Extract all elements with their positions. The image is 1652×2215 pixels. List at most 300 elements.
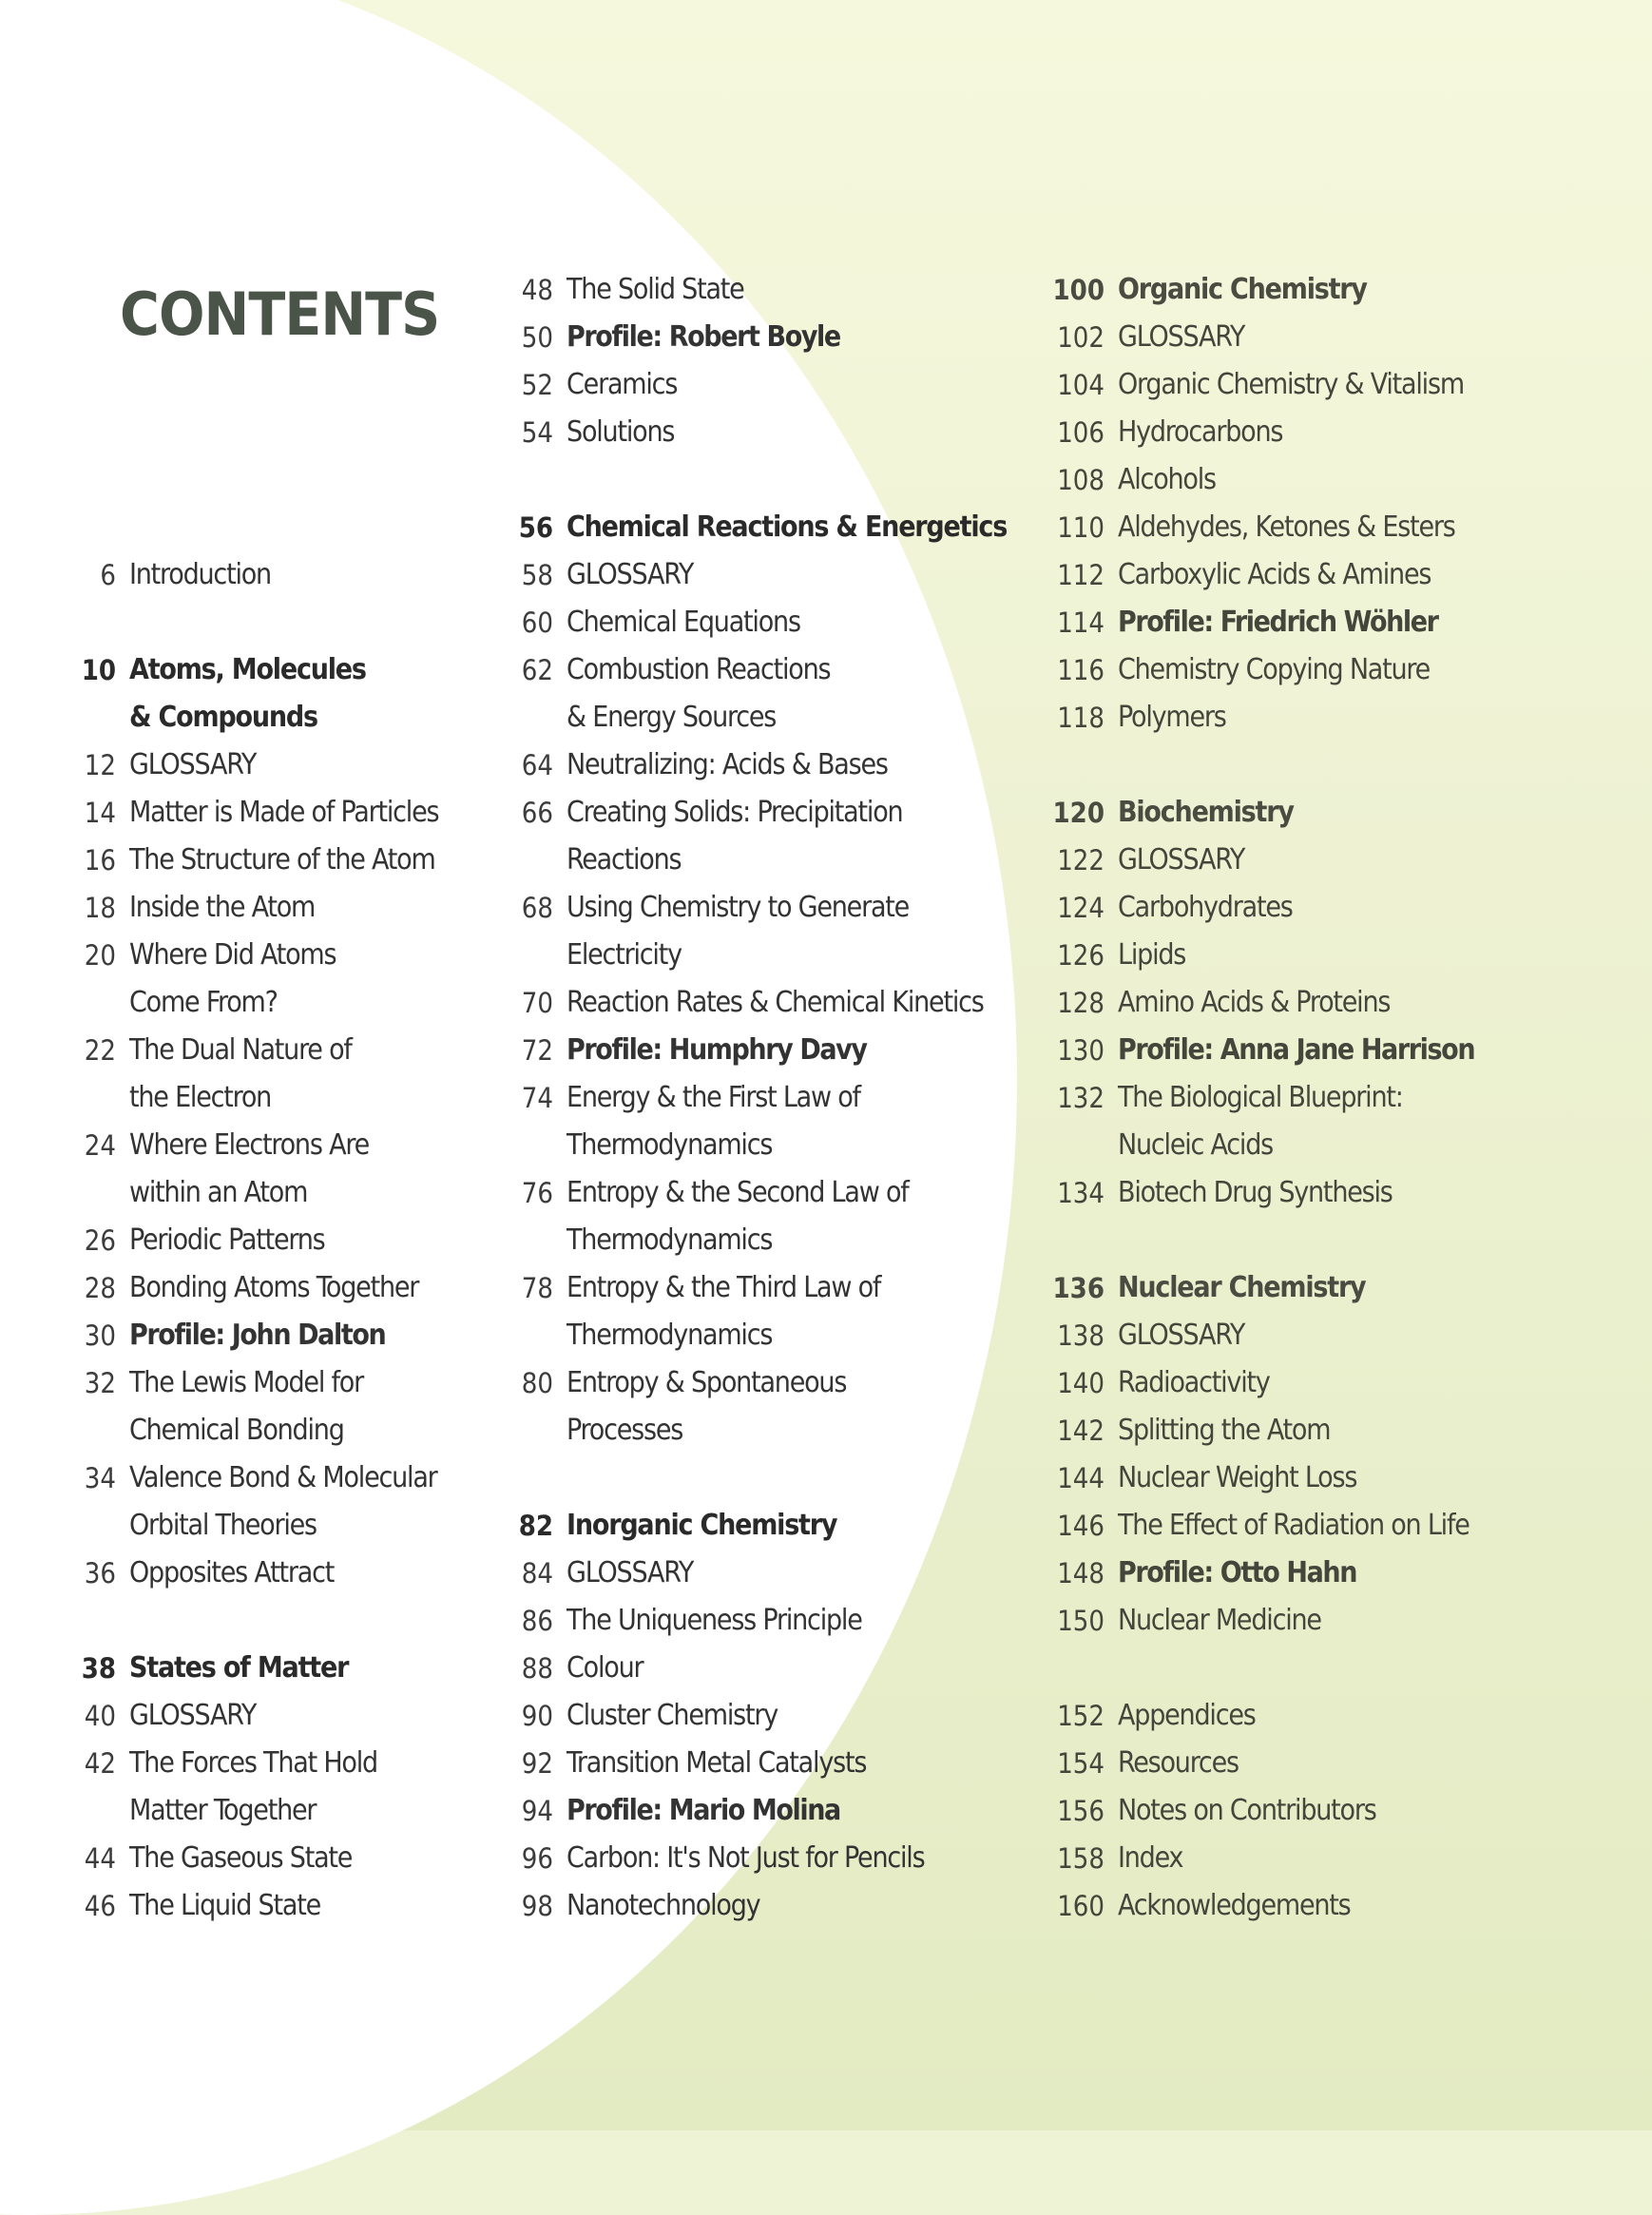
page-number: 38 [81,1652,116,1685]
page-number: 14 [84,797,116,829]
entry-title [567,361,677,409]
entry-title [1118,409,1282,456]
toc-entry[interactable] [57,1835,494,1882]
toc-entry[interactable] [494,1740,1008,1787]
entry-title [129,551,271,599]
entry-title-line: Atoms, Molecules [129,653,366,686]
entry-title [129,1217,325,1264]
toc-entry[interactable] [1027,1454,1559,1502]
entry-title-line: Carbohydrates [1118,891,1293,924]
entry-title [1118,361,1464,409]
entry-title-line-2: within an Atom [129,1176,308,1209]
entry-title [1118,599,1438,646]
toc-entry[interactable] [1027,1407,1559,1454]
toc-entry[interactable] [494,1645,1008,1692]
page-number: 32 [84,1367,116,1399]
page-number: 150 [1057,1605,1105,1637]
entry-title [129,742,256,789]
entry-title [567,979,984,1027]
toc-entry[interactable] [57,837,494,884]
toc-entry[interactable] [494,409,1008,456]
entry-title [1118,789,1294,837]
page-number: 156 [1057,1795,1105,1827]
entry-title [567,504,1007,551]
toc-entry[interactable] [494,266,1008,314]
entry-title [1118,932,1185,979]
entry-title [129,1122,369,1217]
page-number: 58 [521,559,553,591]
entry-title [1118,1882,1351,1930]
page-number: 28 [84,1272,116,1304]
page-number: 76 [521,1177,553,1209]
page-number: 128 [1057,987,1105,1019]
toc-entry[interactable] [494,1882,1008,1930]
toc-entry[interactable] [57,789,494,837]
entry-title-line: Profile: Otto Hahn [1118,1556,1357,1589]
entry-title-line: Transition Metal Catalysts [567,1746,867,1780]
toc-entry[interactable] [57,1122,494,1217]
toc-entry[interactable] [57,551,494,599]
entry-title [567,1502,836,1550]
entry-title-line: The Solid State [567,273,744,306]
entry-title [567,1597,862,1645]
entry-title-line: Lipids [1118,938,1186,972]
entry-title [1118,884,1293,932]
entry-title [567,1787,840,1835]
entry-title-line: Chemical Equations [567,606,800,639]
entry-title-line: The Structure of the Atom [129,843,435,876]
page-number: 102 [1057,321,1105,354]
toc-entry[interactable] [57,1454,494,1550]
page-number: 120 [1052,797,1105,829]
page-number: 44 [84,1842,116,1875]
entry-title-line: Energy & the First Law of [567,1081,860,1114]
toc-entry[interactable] [1027,409,1559,456]
entry-title-line: Resources [1118,1746,1239,1780]
entry-title [1118,551,1431,599]
entry-title [1118,694,1226,742]
toc-entry[interactable] [1027,932,1559,979]
toc-profile-entry[interactable] [494,314,1008,361]
entry-title-line-2: Thermodynamics [567,1223,773,1257]
page-number: 84 [521,1557,553,1589]
toc-entry[interactable] [494,1264,1008,1359]
entry-title [129,1550,334,1597]
page-number: 52 [521,369,553,401]
toc-spacer [57,1597,494,1645]
page-number: 70 [521,987,553,1019]
entry-title [567,1692,778,1740]
page-number: 104 [1057,369,1105,401]
toc-entry[interactable] [1027,314,1559,361]
page-number: 148 [1057,1557,1105,1589]
page-number: 130 [1057,1034,1105,1067]
entry-title-line-2: Come From? [129,986,278,1019]
toc-spacer [494,456,1008,504]
toc-profile-entry[interactable] [1027,1027,1559,1074]
toc-entry[interactable] [494,1692,1008,1740]
entry-title [1118,314,1244,361]
entry-title-line: Inside the Atom [129,891,316,924]
toc-entry[interactable] [1027,456,1559,504]
entry-title-line-2: Thermodynamics [567,1128,773,1162]
entry-title [567,1882,759,1930]
page-number: 54 [521,416,553,449]
entry-title [1118,837,1244,884]
entry-title-line: Profile: Anna Jane Harrison [1118,1033,1475,1067]
page-number: 92 [521,1747,553,1780]
toc-profile-entry[interactable] [1027,1550,1559,1597]
entry-title [1118,1359,1270,1407]
entry-title [567,1027,867,1074]
page-number: 20 [84,939,116,972]
entry-title-line: Colour [567,1651,644,1685]
page-number: 98 [521,1890,553,1922]
toc-entry[interactable] [1027,551,1559,599]
entry-title [1118,1787,1376,1835]
page-number: 154 [1057,1747,1105,1780]
toc-entry[interactable] [57,1217,494,1264]
entry-title-line: The Lewis Model for [129,1366,363,1399]
page-number: 110 [1057,511,1105,544]
toc-entry[interactable] [1027,504,1559,551]
page-number: 146 [1057,1510,1105,1542]
toc-entry[interactable] [494,979,1008,1027]
toc-section-heading[interactable] [494,1502,1008,1550]
entry-title [567,884,909,979]
entry-title-line: Nanotechnology [567,1889,760,1922]
entry-title [1118,1074,1403,1169]
toc-entry[interactable] [57,1359,494,1454]
entry-title-line: Valence Bond & Molecular [129,1461,437,1494]
entry-title-line-2: Nucleic Acids [1118,1128,1274,1162]
page-number: 56 [518,511,553,544]
entry-title [567,742,888,789]
entry-title [129,1027,352,1122]
entry-title [1118,1835,1182,1882]
entry-title [129,1835,352,1882]
page-number: 88 [521,1652,553,1685]
toc-entry[interactable] [57,742,494,789]
entry-title [1118,1454,1356,1502]
entry-title-line: Bonding Atoms Together [129,1271,419,1304]
page-number: 100 [1052,274,1105,306]
entry-title-line: Matter is Made of Particles [129,796,439,829]
entry-title-line: Entropy & the Second Law of [567,1176,909,1209]
toc-profile-entry[interactable] [1027,599,1559,646]
entry-title-line: GLOSSARY [1118,843,1245,876]
page-number: 72 [521,1034,553,1067]
toc-entry[interactable] [57,1740,494,1835]
toc-entry[interactable] [494,1835,1008,1882]
entry-title-line: Inorganic Chemistry [567,1509,837,1542]
toc-entry[interactable] [494,646,1008,742]
entry-title-line-2: Orbital Theories [129,1509,317,1542]
page-number: 152 [1057,1700,1105,1732]
entry-title [567,551,693,599]
page-number: 80 [521,1367,553,1399]
toc-entry[interactable] [1027,646,1559,694]
entry-title [1118,1502,1470,1550]
toc-entry[interactable] [57,1692,494,1740]
entry-title [1118,1597,1321,1645]
page-number: 78 [521,1272,553,1304]
page-number: 6 [100,559,116,591]
toc-profile-entry[interactable] [494,1027,1008,1074]
entry-title-line: The Liquid State [129,1889,320,1922]
page-number: 138 [1057,1319,1105,1352]
page-number: 124 [1057,892,1105,924]
toc-entry[interactable] [1027,1597,1559,1645]
page-number: 132 [1057,1082,1105,1114]
entry-title [1118,1550,1356,1597]
toc-section-heading[interactable] [1027,266,1559,314]
toc-entry[interactable] [57,1550,494,1597]
entry-title-line: Polymers [1118,701,1226,734]
page-number: 106 [1057,416,1105,449]
entry-title [129,932,336,1027]
entry-title [129,1264,418,1312]
entry-title-line: Radioactivity [1118,1366,1270,1399]
entry-title-line: Biotech Drug Synthesis [1118,1176,1393,1209]
toc-entry[interactable] [1027,1740,1559,1787]
entry-title [129,1882,320,1930]
entry-title-line: Organic Chemistry & Vitalism [1118,368,1464,401]
toc-entry[interactable] [494,599,1008,646]
toc-spacer [1027,1645,1559,1692]
entry-title-line: The Forces That Hold [129,1746,377,1780]
toc-entry[interactable] [1027,361,1559,409]
entry-title-line: Where Did Atoms [129,938,336,972]
entry-title-line: GLOSSARY [1118,320,1245,354]
page-number: 94 [521,1795,553,1827]
entry-title-line: Profile: Humphry Davy [567,1033,867,1067]
entry-title [129,1645,348,1692]
toc-entry[interactable] [1027,694,1559,742]
page-number: 90 [521,1700,553,1732]
entry-title-line: Creating Solids: Precipitation [567,796,903,829]
page-number: 26 [84,1224,116,1257]
page-number: 62 [521,654,553,686]
toc-entry[interactable] [494,1597,1008,1645]
page-number: 40 [84,1700,116,1732]
entry-title-line: The Uniqueness Principle [567,1604,862,1637]
page-number: 140 [1057,1367,1105,1399]
toc-entry[interactable] [57,932,494,1027]
entry-title-line: Chemistry Copying Nature [1118,653,1431,686]
page-number: 86 [521,1605,553,1637]
entry-title-line-2: Electricity [567,938,682,972]
entry-title-line: Amino Acids & Proteins [1118,986,1391,1019]
toc-spacer [57,599,494,646]
page-number: 142 [1057,1415,1105,1447]
entry-title-line: Acknowledgements [1118,1889,1351,1922]
entry-title [129,1740,377,1835]
toc-column-2 [494,266,1008,1930]
toc-section-heading[interactable] [1027,1264,1559,1312]
entry-title-line: GLOSSARY [1118,1319,1245,1352]
entry-title-line: GLOSSARY [567,1556,694,1589]
page-title: CONTENTS [120,279,440,349]
entry-title-line: Introduction [129,558,271,591]
entry-title [1118,504,1455,551]
entry-title [129,1454,437,1550]
toc-entry[interactable] [1027,1787,1559,1835]
page-number: 64 [521,749,553,781]
entry-title [129,1359,363,1454]
page-number: 74 [521,1082,553,1114]
page-number: 160 [1057,1890,1105,1922]
entry-title [1118,1407,1330,1454]
entry-title-line-2: Matter Together [129,1794,317,1827]
toc-section-heading[interactable] [494,504,1008,551]
page-number: 126 [1057,939,1105,972]
toc-entry[interactable] [1027,1359,1559,1407]
entry-title-line: Chemical Reactions & Energetics [567,510,1008,544]
entry-title-line: Neutralizing: Acids & Bases [567,748,888,781]
entry-title [1118,1312,1244,1359]
page-number: 114 [1057,607,1105,639]
entry-title-line: Profile: Mario Molina [567,1794,840,1827]
entry-title [1118,979,1390,1027]
entry-title-line: Nuclear Chemistry [1118,1271,1366,1304]
toc-entry[interactable] [494,742,1008,789]
toc-entry[interactable] [494,1074,1008,1169]
toc-entry[interactable] [494,884,1008,979]
page-number: 134 [1057,1177,1105,1209]
toc-entry[interactable] [494,361,1008,409]
entry-title-line: Profile: Robert Boyle [567,320,840,354]
entry-title [567,1740,866,1787]
toc-entry[interactable] [1027,1882,1559,1930]
toc-spacer [1027,1217,1559,1264]
page-number: 42 [84,1747,116,1780]
toc-section-heading[interactable] [57,646,494,742]
toc-entry[interactable] [1027,1692,1559,1740]
entry-title-line: Profile: John Dalton [129,1319,386,1352]
entry-title-line: Profile: Friedrich Wöhler [1118,606,1438,639]
entry-title-line: The Biological Blueprint: [1118,1081,1403,1114]
page-number: 48 [521,274,553,306]
toc-entry[interactable] [494,789,1008,884]
entry-title [1118,1169,1393,1217]
entry-title [1118,1740,1239,1787]
entry-title-line: Ceramics [567,368,678,401]
entry-title-line: Biochemistry [1118,796,1294,829]
page-number: 36 [84,1557,116,1589]
toc-entry[interactable] [57,884,494,932]
entry-title [567,789,902,884]
entry-title [129,884,315,932]
entry-title [1118,266,1367,314]
toc-column-1 [57,551,494,1930]
page-number: 50 [521,321,553,354]
entry-title-line: Carbon: It's Not Just for Pencils [567,1841,925,1875]
page-number: 16 [84,844,116,876]
toc-entry[interactable] [1027,884,1559,932]
page-number: 22 [84,1034,116,1067]
entry-title-line: The Dual Nature of [129,1033,352,1067]
toc-entry[interactable] [57,1264,494,1312]
entry-title [567,1359,846,1454]
page-number: 136 [1052,1272,1105,1304]
page-number: 116 [1057,654,1105,686]
entry-title [567,1264,880,1359]
entry-title-line: Combustion Reactions [567,653,831,686]
entry-title [567,1169,909,1264]
toc-section-heading[interactable] [57,1645,494,1692]
toc-entry[interactable] [1027,837,1559,884]
page-number: 66 [521,797,553,829]
toc-entry[interactable] [57,1882,494,1930]
page-number: 122 [1057,844,1105,876]
page-number: 112 [1057,559,1105,591]
entry-title-line: GLOSSARY [567,558,694,591]
page-number: 108 [1057,464,1105,496]
entry-title-line: Notes on Contributors [1118,1794,1376,1827]
toc-entry[interactable] [1027,1502,1559,1550]
entry-title-line: Where Electrons Are [129,1128,369,1162]
toc-entry[interactable] [1027,979,1559,1027]
toc-entry[interactable] [1027,1835,1559,1882]
page-number: 10 [81,654,116,686]
toc-profile-entry[interactable] [494,1787,1008,1835]
page-number: 118 [1057,702,1105,734]
toc-entry[interactable] [1027,1074,1559,1169]
entry-title-line-2: & Compounds [129,701,317,734]
entry-title [567,599,800,646]
entry-title-line-2: Thermodynamics [567,1319,773,1352]
toc-column-3 [1027,266,1559,1930]
entry-title-line: Entropy & Spontaneous [567,1366,847,1399]
entry-title-line: Using Chemistry to Generate [567,891,910,924]
toc-entry[interactable] [494,1359,1008,1454]
entry-title [567,1074,860,1169]
entry-title-line: Entropy & the Third Law of [567,1271,881,1304]
entry-title [567,646,830,742]
page-number: 68 [521,892,553,924]
toc-entry[interactable] [1027,1312,1559,1359]
toc-entry[interactable] [494,1169,1008,1264]
toc-section-heading[interactable] [1027,789,1559,837]
page-number: 46 [84,1890,116,1922]
entry-title-line: Aldehydes, Ketones & Esters [1118,510,1455,544]
toc-spacer [494,1454,1008,1502]
toc-profile-entry[interactable] [57,1312,494,1359]
entry-title-line: Cluster Chemistry [567,1699,778,1732]
page-number: 34 [84,1462,116,1494]
entry-title [1118,1027,1474,1074]
entry-title-line-2: Chemical Bonding [129,1414,344,1447]
page-number: 60 [521,607,553,639]
toc-entry[interactable] [1027,1169,1559,1217]
entry-title [567,266,744,314]
toc-entry[interactable] [494,551,1008,599]
toc-entry[interactable] [57,1027,494,1122]
entry-title [129,789,438,837]
entry-title-line-2: & Energy Sources [567,701,777,734]
entry-title [129,837,435,884]
page-number: 96 [521,1842,553,1875]
entry-title-line: Reaction Rates & Chemical Kinetics [567,986,984,1019]
toc-entry[interactable] [494,1550,1008,1597]
entry-title-line-2: Reactions [567,843,682,876]
entry-title-line: States of Matter [129,1651,349,1685]
entry-title-line: Appendices [1118,1699,1256,1732]
entry-title-line: Splitting the Atom [1118,1414,1331,1447]
entry-title-line-2: the Electron [129,1081,272,1114]
entry-title-line: The Effect of Radiation on Life [1118,1509,1470,1542]
